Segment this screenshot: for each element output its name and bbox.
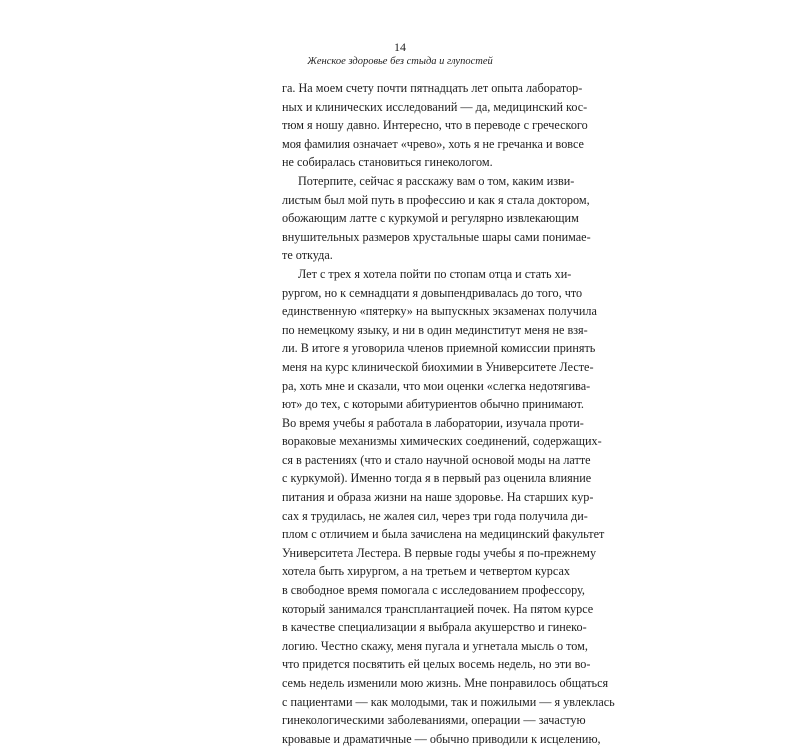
- text-line: кровавые и драматичные — обычно приводили к исцелению,: [282, 731, 601, 746]
- text-line: гинекологическими заболеваниями, операции — зачастую: [282, 713, 586, 728]
- text-line: питания и образа жизни на наше здоровье. На старших кур-: [282, 490, 594, 505]
- text-line: те откуда.: [282, 248, 333, 263]
- text-line: обожающим латте с куркумой и регулярно извлекающим: [282, 211, 579, 226]
- text-line: который занимался трансплантацией почек. На пятом курсе: [282, 601, 594, 616]
- text-line: хотела быть хирургом, а на третьем и четвертом курсах: [282, 564, 570, 579]
- text-line: в свободное время помогала с исследованием профессору,: [282, 583, 585, 598]
- text-line: тюм я ношу давно. Интересно, что в переводе с греческого: [282, 118, 588, 133]
- text-line: рургом, но к семнадцати я довыпендривалась до того, что: [282, 285, 583, 300]
- text-line: плом с отличием и была зачислена на медицинский факультет: [282, 527, 605, 542]
- paragraph: [282, 172, 591, 265]
- text-line: с пациентами — как молодыми, так и пожилыми — я увлеклась: [282, 694, 615, 709]
- text-line: га. На моем счету почти пятнадцать лет опыта лаборатор-: [282, 81, 583, 95]
- text-line: Потерпите, сейчас я расскажу вам о том, каким изви-: [298, 173, 575, 188]
- text-line: логию. Честно скажу, меня пугала и угнетала мысль о том,: [282, 638, 588, 653]
- paragraph: [282, 265, 615, 748]
- text-line: ли. В итоге я уговорила членов приемной комиссии принять: [282, 341, 596, 356]
- text-line: единственную «пятерку» на выпускных экзаменах получила: [282, 304, 597, 319]
- text-line: в качестве специализации я выбрала акушерство и гинеко-: [282, 620, 587, 635]
- text-line: Во время учебы я работала в лаборатории, изучала проти-: [282, 415, 584, 430]
- text-line: вораковые механизмы химических соединений, содержащих-: [282, 434, 602, 449]
- text-line: по немецкому языку, и ни в один мединститут меня не взя-: [282, 322, 588, 337]
- text-line: сах я трудилась, не жалея сил, через три года получила ди-: [282, 508, 588, 523]
- text-line: не собиралась становиться гинекологом.: [282, 155, 493, 170]
- text-line: ных и клинических исследований — да, медицинский кос-: [282, 99, 588, 114]
- running-title: Женское здоровье без стыда и глупостей: [307, 56, 493, 67]
- text-line: ся в растениях (что и стало научной основой моды на латте: [282, 452, 591, 467]
- text-line: ют» до тех, с которыми абитуриентов обычно принимают.: [282, 397, 584, 412]
- text-line: Университета Лестера. В первые годы учебы я по-прежнему: [282, 545, 597, 560]
- text-line: Лет с трех я хотела пойти по стопам отца и стать хи-: [298, 266, 572, 281]
- text-line: моя фамилия означает «чрево», хоть я не гречанка и вовсе: [282, 136, 584, 151]
- text-line: листым был мой путь в профессию и как я стала доктором,: [282, 192, 590, 207]
- text-line: меня на курс клинической биохимии в Университете Лесте-: [282, 359, 594, 374]
- text-line: семь недель изменили мою жизнь. Мне понравилось общаться: [282, 676, 609, 690]
- text-line: что придется посвятить ей целых восемь недель, но эти во-: [282, 657, 591, 672]
- body-text: [282, 79, 615, 748]
- page-number: 14: [394, 40, 406, 54]
- text-line: ра, хоть мне и сказали, что мои оценки «слегка недотягива-: [282, 378, 591, 393]
- text-line: внушительных размеров хрустальные шары сами понимае-: [282, 229, 591, 244]
- paragraph: [282, 79, 588, 172]
- text-line: с куркумой). Именно тогда я в первый раз оценила влияние: [282, 471, 592, 486]
